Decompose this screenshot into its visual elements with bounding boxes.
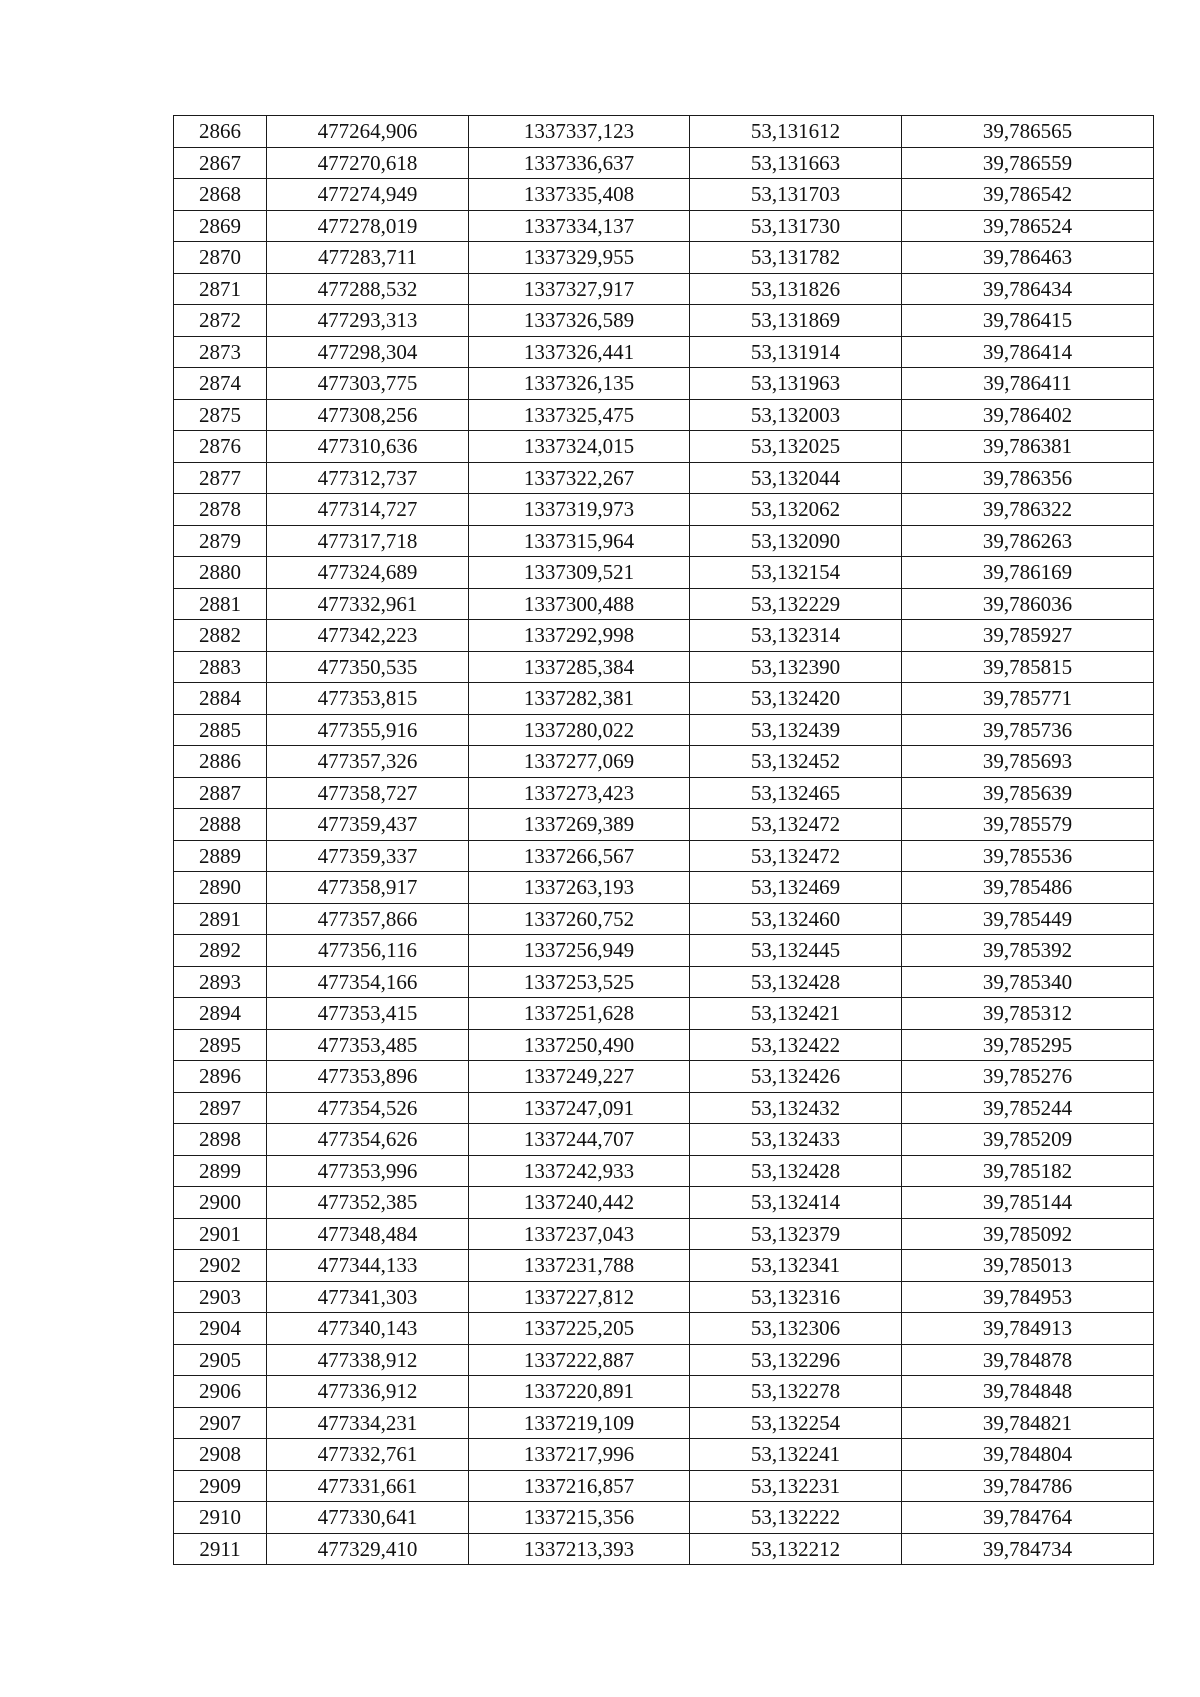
longitude-cell: 39,786322 xyxy=(902,494,1154,526)
table-row xyxy=(174,1533,1154,1565)
x-coordinate-cell: 477298,304 xyxy=(267,336,469,368)
point-number-cell: 2892 xyxy=(174,935,267,967)
latitude-cell: 53,132025 xyxy=(690,431,902,463)
x-coordinate-cell: 477358,917 xyxy=(267,872,469,904)
y-coordinate-cell: 1337256,949 xyxy=(469,935,690,967)
x-coordinate-cell: 477310,636 xyxy=(267,431,469,463)
longitude-cell: 39,786263 xyxy=(902,525,1154,557)
table-row xyxy=(174,336,1154,368)
longitude-cell: 39,786381 xyxy=(902,431,1154,463)
table-row xyxy=(174,1029,1154,1061)
table-row xyxy=(174,1313,1154,1345)
latitude-cell: 53,132212 xyxy=(690,1533,902,1565)
table-row xyxy=(174,998,1154,1030)
longitude-cell: 39,785182 xyxy=(902,1155,1154,1187)
point-number-cell: 2898 xyxy=(174,1124,267,1156)
y-coordinate-cell: 1337216,857 xyxy=(469,1470,690,1502)
longitude-cell: 39,785340 xyxy=(902,966,1154,998)
longitude-cell: 39,786463 xyxy=(902,242,1154,274)
longitude-cell: 39,785736 xyxy=(902,714,1154,746)
latitude-cell: 53,131826 xyxy=(690,273,902,305)
x-coordinate-cell: 477330,641 xyxy=(267,1502,469,1534)
table-row xyxy=(174,305,1154,337)
x-coordinate-cell: 477342,223 xyxy=(267,620,469,652)
y-coordinate-cell: 1337266,567 xyxy=(469,840,690,872)
longitude-cell: 39,784848 xyxy=(902,1376,1154,1408)
latitude-cell: 53,132090 xyxy=(690,525,902,557)
table-row xyxy=(174,1470,1154,1502)
longitude-cell: 39,786411 xyxy=(902,368,1154,400)
coordinates-table-body xyxy=(174,116,1154,1565)
y-coordinate-cell: 1337240,442 xyxy=(469,1187,690,1219)
y-coordinate-cell: 1337249,227 xyxy=(469,1061,690,1093)
x-coordinate-cell: 477331,661 xyxy=(267,1470,469,1502)
x-coordinate-cell: 477359,337 xyxy=(267,840,469,872)
longitude-cell: 39,784953 xyxy=(902,1281,1154,1313)
latitude-cell: 53,132316 xyxy=(690,1281,902,1313)
y-coordinate-cell: 1337242,933 xyxy=(469,1155,690,1187)
y-coordinate-cell: 1337315,964 xyxy=(469,525,690,557)
table-row xyxy=(174,147,1154,179)
longitude-cell: 39,785392 xyxy=(902,935,1154,967)
table-row xyxy=(174,1502,1154,1534)
table-row xyxy=(174,462,1154,494)
point-number-cell: 2905 xyxy=(174,1344,267,1376)
y-coordinate-cell: 1337273,423 xyxy=(469,777,690,809)
y-coordinate-cell: 1337253,525 xyxy=(469,966,690,998)
point-number-cell: 2894 xyxy=(174,998,267,1030)
latitude-cell: 53,132472 xyxy=(690,840,902,872)
latitude-cell: 53,132229 xyxy=(690,588,902,620)
point-number-cell: 2911 xyxy=(174,1533,267,1565)
x-coordinate-cell: 477264,906 xyxy=(267,116,469,148)
point-number-cell: 2882 xyxy=(174,620,267,652)
latitude-cell: 53,132465 xyxy=(690,777,902,809)
x-coordinate-cell: 477353,996 xyxy=(267,1155,469,1187)
point-number-cell: 2888 xyxy=(174,809,267,841)
longitude-cell: 39,786036 xyxy=(902,588,1154,620)
point-number-cell: 2908 xyxy=(174,1439,267,1471)
latitude-cell: 53,132469 xyxy=(690,872,902,904)
point-number-cell: 2889 xyxy=(174,840,267,872)
table-row xyxy=(174,840,1154,872)
x-coordinate-cell: 477338,912 xyxy=(267,1344,469,1376)
x-coordinate-cell: 477336,912 xyxy=(267,1376,469,1408)
longitude-cell: 39,785639 xyxy=(902,777,1154,809)
longitude-cell: 39,785927 xyxy=(902,620,1154,652)
point-number-cell: 2867 xyxy=(174,147,267,179)
latitude-cell: 53,132421 xyxy=(690,998,902,1030)
longitude-cell: 39,785815 xyxy=(902,651,1154,683)
latitude-cell: 53,132433 xyxy=(690,1124,902,1156)
point-number-cell: 2884 xyxy=(174,683,267,715)
longitude-cell: 39,785092 xyxy=(902,1218,1154,1250)
x-coordinate-cell: 477334,231 xyxy=(267,1407,469,1439)
y-coordinate-cell: 1337251,628 xyxy=(469,998,690,1030)
latitude-cell: 53,132460 xyxy=(690,903,902,935)
latitude-cell: 53,131963 xyxy=(690,368,902,400)
y-coordinate-cell: 1337260,752 xyxy=(469,903,690,935)
y-coordinate-cell: 1337227,812 xyxy=(469,1281,690,1313)
table-row xyxy=(174,651,1154,683)
longitude-cell: 39,786434 xyxy=(902,273,1154,305)
x-coordinate-cell: 477354,166 xyxy=(267,966,469,998)
x-coordinate-cell: 477332,761 xyxy=(267,1439,469,1471)
y-coordinate-cell: 1337319,973 xyxy=(469,494,690,526)
longitude-cell: 39,785536 xyxy=(902,840,1154,872)
x-coordinate-cell: 477303,775 xyxy=(267,368,469,400)
point-number-cell: 2906 xyxy=(174,1376,267,1408)
table-row xyxy=(174,714,1154,746)
table-row xyxy=(174,966,1154,998)
longitude-cell: 39,784913 xyxy=(902,1313,1154,1345)
table-row xyxy=(174,1250,1154,1282)
latitude-cell: 53,132062 xyxy=(690,494,902,526)
y-coordinate-cell: 1337247,091 xyxy=(469,1092,690,1124)
table-row xyxy=(174,1407,1154,1439)
latitude-cell: 53,132278 xyxy=(690,1376,902,1408)
point-number-cell: 2873 xyxy=(174,336,267,368)
point-number-cell: 2876 xyxy=(174,431,267,463)
point-number-cell: 2903 xyxy=(174,1281,267,1313)
latitude-cell: 53,132452 xyxy=(690,746,902,778)
latitude-cell: 53,132044 xyxy=(690,462,902,494)
table-row xyxy=(174,1218,1154,1250)
x-coordinate-cell: 477353,485 xyxy=(267,1029,469,1061)
latitude-cell: 53,131612 xyxy=(690,116,902,148)
x-coordinate-cell: 477278,019 xyxy=(267,210,469,242)
y-coordinate-cell: 1337215,356 xyxy=(469,1502,690,1534)
latitude-cell: 53,132306 xyxy=(690,1313,902,1345)
table-row xyxy=(174,494,1154,526)
x-coordinate-cell: 477359,437 xyxy=(267,809,469,841)
latitude-cell: 53,131663 xyxy=(690,147,902,179)
longitude-cell: 39,785013 xyxy=(902,1250,1154,1282)
x-coordinate-cell: 477353,896 xyxy=(267,1061,469,1093)
longitude-cell: 39,785486 xyxy=(902,872,1154,904)
longitude-cell: 39,786414 xyxy=(902,336,1154,368)
y-coordinate-cell: 1337326,441 xyxy=(469,336,690,368)
y-coordinate-cell: 1337334,137 xyxy=(469,210,690,242)
x-coordinate-cell: 477350,535 xyxy=(267,651,469,683)
point-number-cell: 2907 xyxy=(174,1407,267,1439)
x-coordinate-cell: 477356,116 xyxy=(267,935,469,967)
point-number-cell: 2883 xyxy=(174,651,267,683)
table-row xyxy=(174,935,1154,967)
longitude-cell: 39,786524 xyxy=(902,210,1154,242)
longitude-cell: 39,786169 xyxy=(902,557,1154,589)
x-coordinate-cell: 477355,916 xyxy=(267,714,469,746)
point-number-cell: 2891 xyxy=(174,903,267,935)
y-coordinate-cell: 1337269,389 xyxy=(469,809,690,841)
x-coordinate-cell: 477314,727 xyxy=(267,494,469,526)
latitude-cell: 53,132414 xyxy=(690,1187,902,1219)
x-coordinate-cell: 477352,385 xyxy=(267,1187,469,1219)
longitude-cell: 39,785579 xyxy=(902,809,1154,841)
y-coordinate-cell: 1337225,205 xyxy=(469,1313,690,1345)
point-number-cell: 2896 xyxy=(174,1061,267,1093)
latitude-cell: 53,132341 xyxy=(690,1250,902,1282)
point-number-cell: 2909 xyxy=(174,1470,267,1502)
point-number-cell: 2895 xyxy=(174,1029,267,1061)
point-number-cell: 2902 xyxy=(174,1250,267,1282)
point-number-cell: 2899 xyxy=(174,1155,267,1187)
x-coordinate-cell: 477293,313 xyxy=(267,305,469,337)
table-row xyxy=(174,557,1154,589)
longitude-cell: 39,785144 xyxy=(902,1187,1154,1219)
y-coordinate-cell: 1337277,069 xyxy=(469,746,690,778)
x-coordinate-cell: 477354,626 xyxy=(267,1124,469,1156)
latitude-cell: 53,131730 xyxy=(690,210,902,242)
table-row xyxy=(174,588,1154,620)
x-coordinate-cell: 477341,303 xyxy=(267,1281,469,1313)
coordinates-table xyxy=(173,115,1154,1565)
longitude-cell: 39,785209 xyxy=(902,1124,1154,1156)
table-row xyxy=(174,1092,1154,1124)
table-row xyxy=(174,525,1154,557)
longitude-cell: 39,784878 xyxy=(902,1344,1154,1376)
longitude-cell: 39,785771 xyxy=(902,683,1154,715)
y-coordinate-cell: 1337336,637 xyxy=(469,147,690,179)
longitude-cell: 39,784734 xyxy=(902,1533,1154,1565)
x-coordinate-cell: 477354,526 xyxy=(267,1092,469,1124)
longitude-cell: 39,786565 xyxy=(902,116,1154,148)
x-coordinate-cell: 477332,961 xyxy=(267,588,469,620)
x-coordinate-cell: 477312,737 xyxy=(267,462,469,494)
x-coordinate-cell: 477317,718 xyxy=(267,525,469,557)
table-row xyxy=(174,116,1154,148)
table-row xyxy=(174,399,1154,431)
latitude-cell: 53,131869 xyxy=(690,305,902,337)
longitude-cell: 39,784821 xyxy=(902,1407,1154,1439)
y-coordinate-cell: 1337285,384 xyxy=(469,651,690,683)
point-number-cell: 2878 xyxy=(174,494,267,526)
x-coordinate-cell: 477353,815 xyxy=(267,683,469,715)
x-coordinate-cell: 477283,711 xyxy=(267,242,469,274)
latitude-cell: 53,132432 xyxy=(690,1092,902,1124)
point-number-cell: 2900 xyxy=(174,1187,267,1219)
longitude-cell: 39,786559 xyxy=(902,147,1154,179)
y-coordinate-cell: 1337237,043 xyxy=(469,1218,690,1250)
table-row xyxy=(174,746,1154,778)
latitude-cell: 53,132254 xyxy=(690,1407,902,1439)
y-coordinate-cell: 1337219,109 xyxy=(469,1407,690,1439)
latitude-cell: 53,132472 xyxy=(690,809,902,841)
point-number-cell: 2886 xyxy=(174,746,267,778)
table-row xyxy=(174,273,1154,305)
x-coordinate-cell: 477344,133 xyxy=(267,1250,469,1282)
y-coordinate-cell: 1337292,998 xyxy=(469,620,690,652)
latitude-cell: 53,131914 xyxy=(690,336,902,368)
y-coordinate-cell: 1337217,996 xyxy=(469,1439,690,1471)
y-coordinate-cell: 1337300,488 xyxy=(469,588,690,620)
table-row xyxy=(174,1281,1154,1313)
y-coordinate-cell: 1337326,589 xyxy=(469,305,690,337)
x-coordinate-cell: 477340,143 xyxy=(267,1313,469,1345)
point-number-cell: 2897 xyxy=(174,1092,267,1124)
y-coordinate-cell: 1337231,788 xyxy=(469,1250,690,1282)
longitude-cell: 39,786356 xyxy=(902,462,1154,494)
latitude-cell: 53,131703 xyxy=(690,179,902,211)
table-row xyxy=(174,620,1154,652)
point-number-cell: 2874 xyxy=(174,368,267,400)
table-row xyxy=(174,242,1154,274)
latitude-cell: 53,132420 xyxy=(690,683,902,715)
table-row xyxy=(174,1187,1154,1219)
x-coordinate-cell: 477353,415 xyxy=(267,998,469,1030)
longitude-cell: 39,786402 xyxy=(902,399,1154,431)
longitude-cell: 39,785449 xyxy=(902,903,1154,935)
point-number-cell: 2901 xyxy=(174,1218,267,1250)
y-coordinate-cell: 1337220,891 xyxy=(469,1376,690,1408)
point-number-cell: 2890 xyxy=(174,872,267,904)
longitude-cell: 39,784786 xyxy=(902,1470,1154,1502)
point-number-cell: 2877 xyxy=(174,462,267,494)
y-coordinate-cell: 1337280,022 xyxy=(469,714,690,746)
latitude-cell: 53,132231 xyxy=(690,1470,902,1502)
longitude-cell: 39,784764 xyxy=(902,1502,1154,1534)
longitude-cell: 39,785312 xyxy=(902,998,1154,1030)
y-coordinate-cell: 1337250,490 xyxy=(469,1029,690,1061)
longitude-cell: 39,784804 xyxy=(902,1439,1154,1471)
latitude-cell: 53,132314 xyxy=(690,620,902,652)
table-row xyxy=(174,1376,1154,1408)
latitude-cell: 53,132003 xyxy=(690,399,902,431)
latitude-cell: 53,132426 xyxy=(690,1061,902,1093)
table-row xyxy=(174,1344,1154,1376)
point-number-cell: 2893 xyxy=(174,966,267,998)
point-number-cell: 2872 xyxy=(174,305,267,337)
point-number-cell: 2880 xyxy=(174,557,267,589)
table-row xyxy=(174,368,1154,400)
point-number-cell: 2870 xyxy=(174,242,267,274)
point-number-cell: 2866 xyxy=(174,116,267,148)
latitude-cell: 53,131782 xyxy=(690,242,902,274)
y-coordinate-cell: 1337327,917 xyxy=(469,273,690,305)
latitude-cell: 53,132241 xyxy=(690,1439,902,1471)
latitude-cell: 53,132439 xyxy=(690,714,902,746)
table-row xyxy=(174,431,1154,463)
x-coordinate-cell: 477357,866 xyxy=(267,903,469,935)
y-coordinate-cell: 1337263,193 xyxy=(469,872,690,904)
latitude-cell: 53,132428 xyxy=(690,966,902,998)
y-coordinate-cell: 1337324,015 xyxy=(469,431,690,463)
y-coordinate-cell: 1337282,381 xyxy=(469,683,690,715)
point-number-cell: 2868 xyxy=(174,179,267,211)
x-coordinate-cell: 477274,949 xyxy=(267,179,469,211)
point-number-cell: 2881 xyxy=(174,588,267,620)
x-coordinate-cell: 477348,484 xyxy=(267,1218,469,1250)
y-coordinate-cell: 1337244,707 xyxy=(469,1124,690,1156)
table-row xyxy=(174,777,1154,809)
longitude-cell: 39,786542 xyxy=(902,179,1154,211)
x-coordinate-cell: 477329,410 xyxy=(267,1533,469,1565)
point-number-cell: 2869 xyxy=(174,210,267,242)
longitude-cell: 39,785276 xyxy=(902,1061,1154,1093)
x-coordinate-cell: 477358,727 xyxy=(267,777,469,809)
table-row xyxy=(174,210,1154,242)
table-row xyxy=(174,683,1154,715)
x-coordinate-cell: 477324,689 xyxy=(267,557,469,589)
longitude-cell: 39,785295 xyxy=(902,1029,1154,1061)
table-row xyxy=(174,1061,1154,1093)
latitude-cell: 53,132296 xyxy=(690,1344,902,1376)
y-coordinate-cell: 1337309,521 xyxy=(469,557,690,589)
table-row xyxy=(174,1124,1154,1156)
y-coordinate-cell: 1337326,135 xyxy=(469,368,690,400)
y-coordinate-cell: 1337335,408 xyxy=(469,179,690,211)
point-number-cell: 2875 xyxy=(174,399,267,431)
table-row xyxy=(174,1155,1154,1187)
longitude-cell: 39,786415 xyxy=(902,305,1154,337)
latitude-cell: 53,132428 xyxy=(690,1155,902,1187)
table-row xyxy=(174,872,1154,904)
table-row xyxy=(174,903,1154,935)
latitude-cell: 53,132222 xyxy=(690,1502,902,1534)
table-row xyxy=(174,809,1154,841)
x-coordinate-cell: 477357,326 xyxy=(267,746,469,778)
y-coordinate-cell: 1337322,267 xyxy=(469,462,690,494)
x-coordinate-cell: 477308,256 xyxy=(267,399,469,431)
latitude-cell: 53,132154 xyxy=(690,557,902,589)
y-coordinate-cell: 1337337,123 xyxy=(469,116,690,148)
point-number-cell: 2871 xyxy=(174,273,267,305)
longitude-cell: 39,785693 xyxy=(902,746,1154,778)
x-coordinate-cell: 477288,532 xyxy=(267,273,469,305)
latitude-cell: 53,132379 xyxy=(690,1218,902,1250)
y-coordinate-cell: 1337213,393 xyxy=(469,1533,690,1565)
point-number-cell: 2904 xyxy=(174,1313,267,1345)
x-coordinate-cell: 477270,618 xyxy=(267,147,469,179)
point-number-cell: 2885 xyxy=(174,714,267,746)
point-number-cell: 2879 xyxy=(174,525,267,557)
longitude-cell: 39,785244 xyxy=(902,1092,1154,1124)
table-row xyxy=(174,1439,1154,1471)
point-number-cell: 2910 xyxy=(174,1502,267,1534)
latitude-cell: 53,132390 xyxy=(690,651,902,683)
table-row xyxy=(174,179,1154,211)
y-coordinate-cell: 1337222,887 xyxy=(469,1344,690,1376)
point-number-cell: 2887 xyxy=(174,777,267,809)
y-coordinate-cell: 1337325,475 xyxy=(469,399,690,431)
latitude-cell: 53,132445 xyxy=(690,935,902,967)
latitude-cell: 53,132422 xyxy=(690,1029,902,1061)
y-coordinate-cell: 1337329,955 xyxy=(469,242,690,274)
